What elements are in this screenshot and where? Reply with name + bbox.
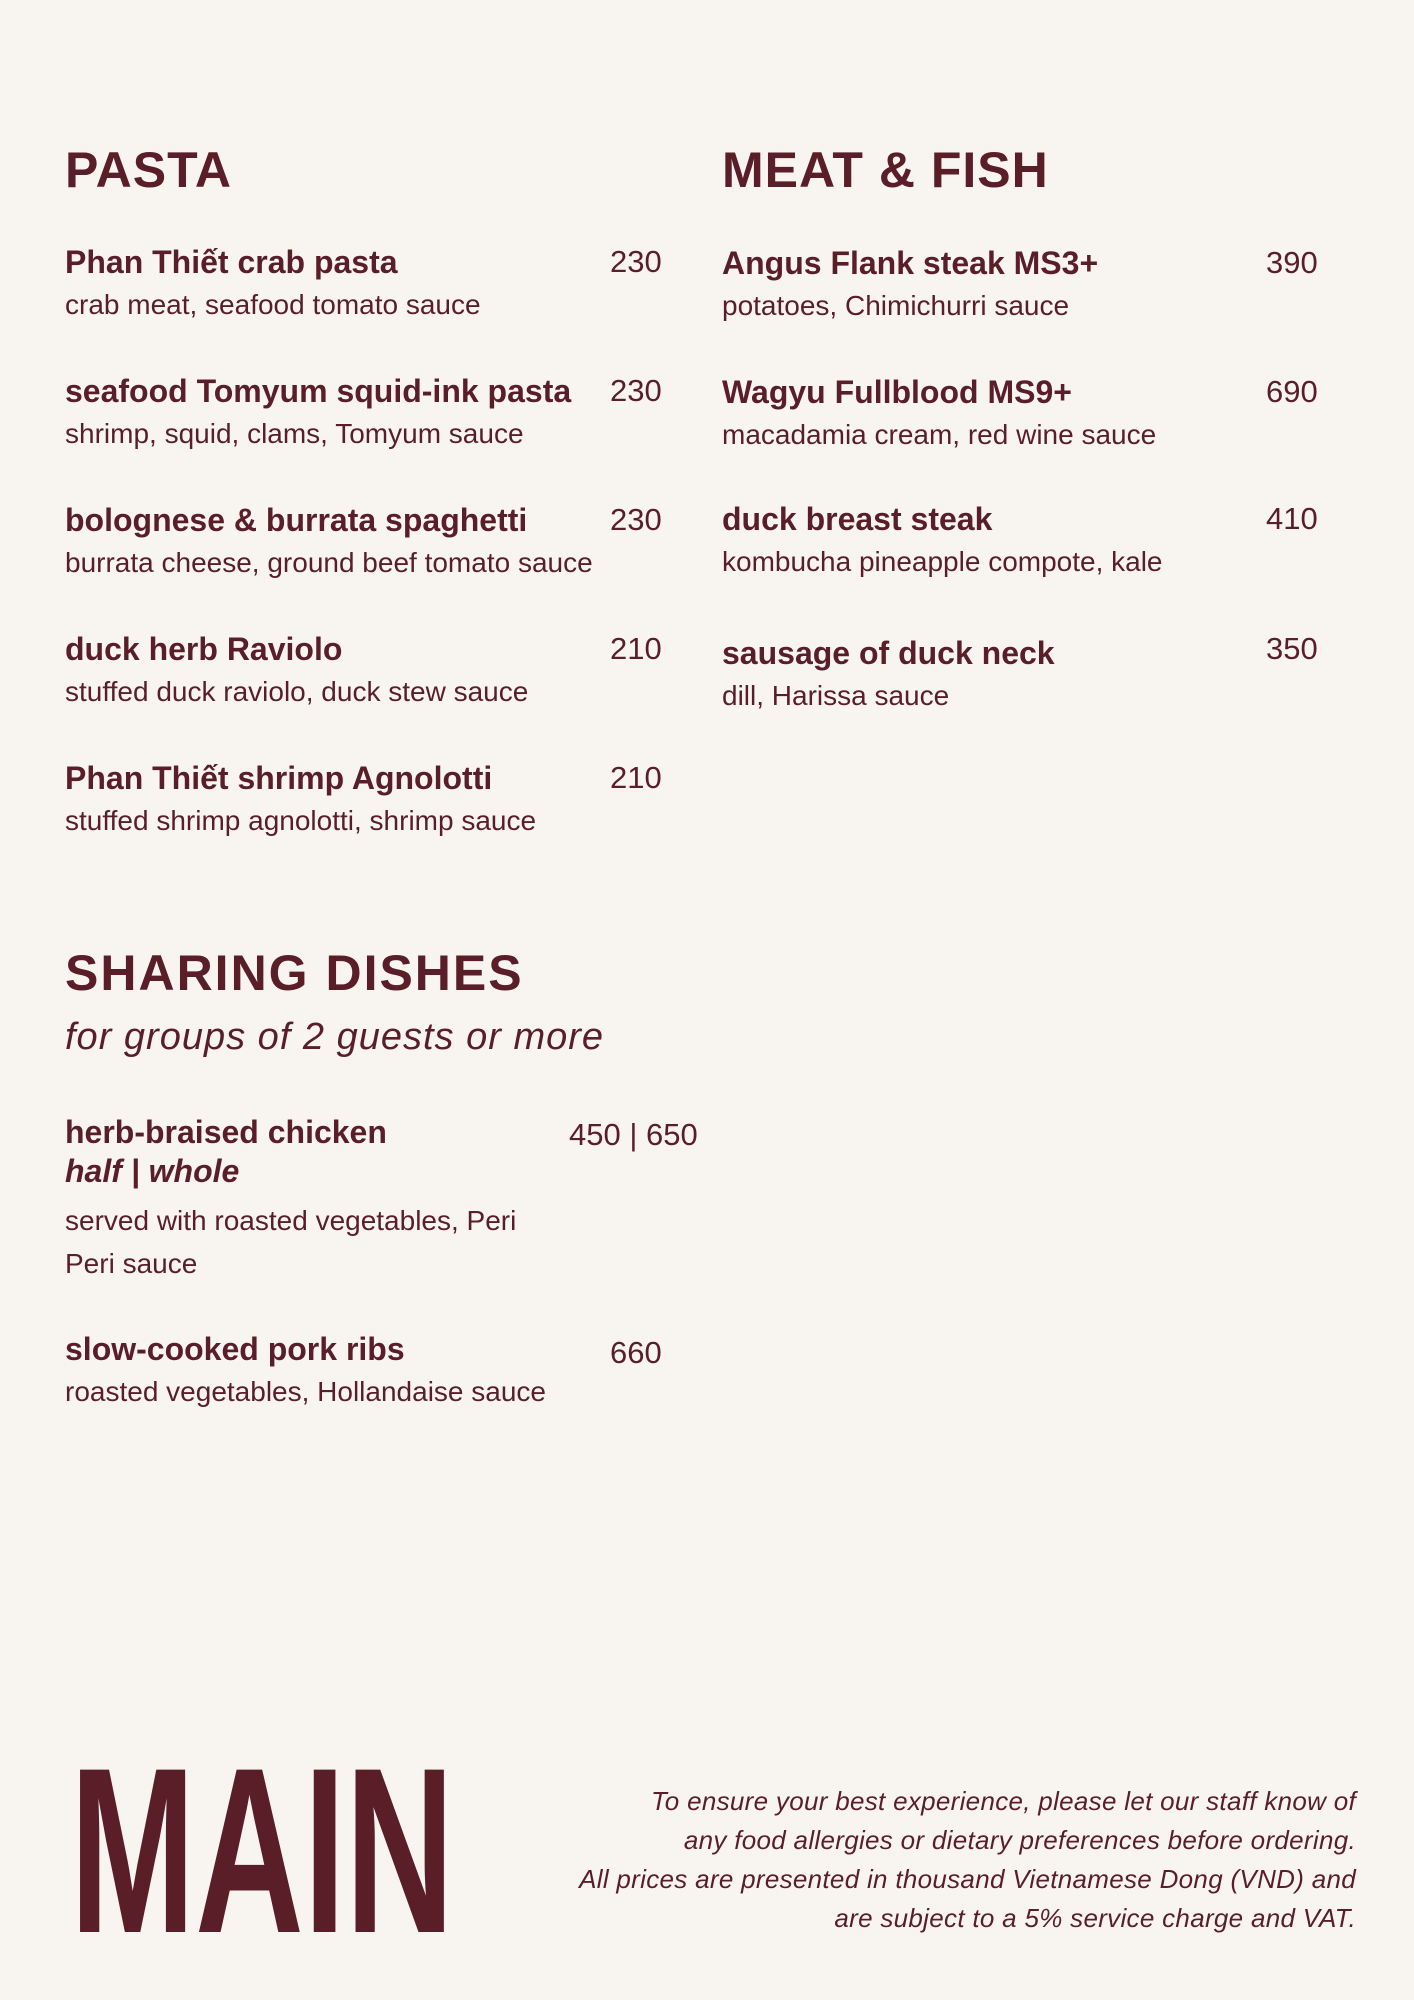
item-name: herb-braised chicken [65, 1114, 387, 1150]
item-name: Phan Thiết crab pasta [65, 244, 398, 280]
menu-item [722, 634, 1055, 718]
item-name: duck herb Raviolo [65, 631, 343, 667]
item-desc: served with roasted vegetables, Peri Peri sauce [65, 1204, 517, 1280]
item-name: bolognese & burrata spaghetti [65, 502, 528, 538]
item-price: 230 [610, 373, 662, 408]
menu-item [65, 1113, 535, 1286]
menu-item [65, 501, 593, 585]
item-name: Angus Flank steak MS3+ [722, 245, 1099, 281]
item-name: Phan Thiết shrimp Agnolotti [65, 760, 493, 796]
item-variant: half | whole [65, 1153, 240, 1190]
item-price: 350 [1266, 631, 1318, 666]
menu-item [65, 759, 536, 843]
page-label-text: MAIN [70, 1719, 454, 1983]
footer-line: any food allergies or dietary preferences before ordering. [683, 1825, 1356, 1855]
item-desc: burrata cheese, ground beef tomato sauce [65, 547, 593, 579]
item-price: 230 [610, 502, 662, 537]
item-price: 410 [1266, 501, 1318, 536]
item-price: 450 | 650 [569, 1117, 698, 1152]
section-title-meat-fish: MEAT & FISH [722, 142, 1049, 198]
menu-item [65, 372, 571, 456]
menu-item [722, 244, 1098, 328]
footer-line: are subject to a 5% service charge and VAT. [834, 1903, 1356, 1933]
item-price: 390 [1266, 245, 1318, 280]
menu-item [65, 1330, 546, 1414]
section-title-pasta: PASTA [65, 142, 233, 198]
menu-item [65, 243, 481, 327]
item-name: Wagyu Fullblood MS9+ [722, 374, 1072, 410]
item-desc: dill, Harissa sauce [722, 680, 950, 712]
item-desc: roasted vegetables, Hollandaise sauce [65, 1376, 546, 1408]
item-price: 690 [1266, 374, 1318, 409]
item-desc: stuffed shrimp agnolotti, shrimp sauce [65, 805, 537, 837]
footer-line: All prices are presented in thousand Vietnamese Dong (VND) and [579, 1864, 1356, 1894]
item-price: 210 [610, 760, 662, 795]
item-desc: shrimp, squid, clams, Tomyum sauce [65, 418, 524, 450]
item-name: duck breast steak [722, 501, 993, 537]
menu-item [65, 630, 528, 714]
item-desc: crab meat, seafood tomato sauce [65, 289, 481, 321]
item-name: seafood Tomyum squid-ink pasta [65, 373, 572, 409]
footer-line: To ensure your best experience, please let our staff know of [651, 1786, 1356, 1816]
section-title-sharing: SHARING DISHES [65, 945, 524, 1001]
footer-note [476, 1782, 1356, 1938]
sharing-subtitle: for groups of 2 guests or more [65, 1016, 605, 1058]
item-price: 660 [610, 1335, 662, 1370]
page-label-main [70, 1719, 456, 1983]
item-desc: potatoes, Chimichurri sauce [722, 290, 1070, 322]
menu-item [722, 500, 1163, 584]
item-price: 210 [610, 631, 662, 666]
item-desc: macadamia cream, red wine sauce [722, 419, 1157, 451]
item-name: sausage of duck neck [722, 635, 1055, 671]
item-price: 230 [610, 244, 662, 279]
item-desc: stuffed duck raviolo, duck stew sauce [65, 676, 529, 708]
item-desc: kombucha pineapple compote, kale [722, 546, 1163, 578]
menu-item [722, 373, 1156, 457]
item-name: slow-cooked pork ribs [65, 1331, 405, 1367]
